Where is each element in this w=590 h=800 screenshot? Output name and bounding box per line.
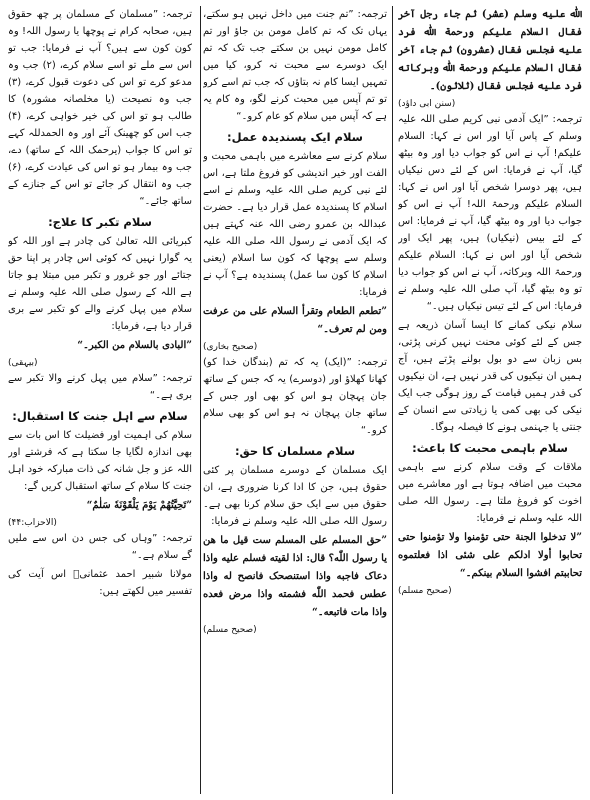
arabic-quotation: ”حق المسلم علی المسلم ست قیل ما هن یا رسول اللّٰه؟ قال: اذا لقیته فسلم علیه واذا دعاک فاجبه واذا استنصحک فانصح له واذا عطس فحمد اللّٰه فشمته واذا مرض فعده واذا مات فاتبعه۔“: [203, 535, 387, 618]
body-paragraph: سلام کی اہمیت اور فضیلت کا اس بات سے بھی اندازہ لگایا جا سکتا ہے کہ فرشتے اور اللہ عز و جل شانہ کی ذات مبارکہ خود اہل جنت کا سلام کے ساتھ استقبال کریں گے:: [8, 430, 192, 492]
text-columns: [8, 6, 582, 796]
body-paragraph: ترجمہ: ”مسلمان کے مسلمان پر چھ حقوق ہیں، صحابہ کرام نے پوچھا یا رسول اللہ! وہ کون کون سے ہیں؟ آپ نے فرمایا: جب تو اس سے ملے تو اسے سلام کرے، (۲) جب وہ مدعو کرے تو اس کی دعوت قبول کرے، (۳) جب وہ نصیحت (یا مخلصانہ مشورہ) کا طالب ہو تو اس کی خیر خواہی کرے، (۴) جب اس کو چھینک آئے اور وہ الحمدللہ کہے تو اس کا جواب (یرحمک اللہ کے ساتھ) دے، جب وہ بیمار ہو تو اس کی عیادت کرے، (۶) جب وہ انتقال کر جائے تو اس کے جنازے کے ساتھ جائے۔“: [8, 9, 192, 207]
body-paragraph: کبریائی اللہ تعالیٰ کی چادر ہے اور اللہ کو یہ گوارا نہیں کہ کوئی اس چادر پر اپنا حق جتائے اور جو غرور و تکبر میں مبتلا ہو جاتا ہے اللہ کے رسول صلی اللہ علیہ وسلم نے سلام میں پہل کرنے والے کو تکبر سے بری قرار دیا ہے، فرمایا:: [8, 236, 192, 332]
column-middle: [203, 6, 387, 796]
body-paragraph: ترجمہ: ”تم جنت میں داخل نہیں ہو سکتے، یہاں تک کہ تم کامل مومن بن جاؤ اور تم کامل مومن نہیں بن سکتے جب تک کہ تم ایک دوسرے سے محبت نہ کرو، کیا میں تمہیں ایسا کام نہ بتاؤں کہ جب تم اسے کرو تو تم آپس میں محبت کرنے لگو، وہ کام یہ ہے کہ آپس میں سلام کو عام کرو۔“: [203, 9, 387, 122]
body-paragraph: سلام نیکی کمانے کا ایسا آسان ذریعہ ہے جس کے لئے کوئی محنت نہیں کرنی پڑتی، بس زبان سے دو بول بولنے پڑتے ہیں، آج ہمیں ان نیکیوں کی قدر نہیں ہے، ان نیکیوں کی قدر ہمیں قیامت کے روز ہوگی جب ایک نیکی کی بھی کمی یا زیادتی سے انسان کے جنتی یا جہنمی ہونے کا فیصلہ ہوگا۔: [398, 320, 582, 433]
body-paragraph: ترجمہ: ”ایک آدمی نبی کریم صلی اللہ علیہ وسلم کے پاس آیا اور اس نے کہا: السلام علیکم! آپ نے اس کو جواب دیا اور وہ بیٹھ گیا، آپ نے فرمایا: اس کے لئے دس نیکیاں ہیں، پھر دوسرا شخص آیا اور اس نے کہا: السلام علیکم ورحمۃ اللہ! آپ نے اس کو جواب دیا اور وہ بیٹھ گیا، آپ نے فرمایا: اس کے لئے بیس (نیکیاں) ہیں، پھر ایک اور شخص آیا اور اس نے کہا: السلام علیکم ورحمۃ اللہ وبرکاتہ، آپ نے اس کو جواب دیا تو وہ بیٹھ گیا، آپ صلی اللہ علیہ وسلم نے فرمایا: اس کے لئے تیس نیکیاں ہیں۔“: [398, 114, 582, 312]
arabic-quotation: اللّٰه علیه وسلم (عشر) ثم جاء رجل آخر فقال السلام علیکم ورحمة اللّٰه فرد علیه فجلس فقال (عشرون) ثم جاء آخر فقال السلام علیکم ورحمة اللّٰه وبرکاته فرد علیه فجلس فقال (ثلاثون)۔: [398, 9, 582, 92]
arabic-quotation: ”البادی بالسلام من الکبر۔“: [77, 340, 192, 351]
source-citation: (صحیح مسلم): [398, 586, 452, 596]
section-heading: سلام مسلمان کا حق:: [234, 444, 356, 458]
column-left: [8, 6, 192, 796]
source-citation: (صحیح بخاری): [203, 342, 258, 352]
source-citation: (سنن ابی داؤد): [398, 99, 456, 109]
arabic-quotation: ”تَحِیَّتُهُمْ یَوْمَ یَلْقَوْنَهٗ سَلٰمٌ“: [86, 500, 192, 511]
body-paragraph: ترجمہ: ”وہاں کی جس دن اس سے ملیں گے سلام ہے۔“: [8, 533, 192, 561]
source-citation: (بیہقی): [8, 358, 38, 368]
arabic-quotation: ”لا تدخلوا الجنة حتی تؤمنوا ولا تؤمنوا حتی تحابوا أولا ادلکم علی شئی اذا فعلتموه تحاببتم افشوا السلام بینکم۔“: [398, 532, 582, 579]
source-citation: (الاحزاب:۴۴): [8, 518, 57, 528]
body-paragraph: مولانا شبیر احمد عثمانیؒ اس آیت کی تفسیر میں لکھتے ہیں:: [8, 569, 192, 597]
arabic-quotation: ”تطعم الطعام وتقرأ السلام علی من عرفت ومن لم تعرف۔“: [203, 306, 387, 335]
section-heading: سلام سے اہل جنت کا استقبال:: [12, 409, 188, 423]
body-paragraph: ترجمہ: ”(ایک) یہ کہ تم (بندگان خدا کو) کھانا کھلاؤ اور (دوسرے) یہ کہ جس کے ساتھ جان پہچان ہو اس کو بھی اور جس کے ساتھ جان پہچان نہ ہو اس کو بھی سلام کرو۔“: [203, 357, 387, 436]
source-citation: (صحیح مسلم): [203, 625, 257, 635]
column-right: [398, 6, 582, 796]
body-paragraph: ملاقات کے وقت سلام کرنے سے باہمی محبت میں اضافہ ہوتا ہے اور معاشرے میں اخوت کو فروغ ملتا ہے۔ رسول اللہ صلی اللہ علیہ وسلم نے فرمایا:: [398, 462, 582, 524]
body-paragraph: سلام کرنے سے معاشرے میں باہمی محبت و الفت اور خیر اندیشی کو فروغ ملتا ہے، اس لئے نبی کریم صلی اللہ علیہ وسلم نے اسے اسلام کا پسندیدہ عمل قرار دیا ہے۔ حضرت عبداللہ بن عمرو رضی اللہ عنہ کہتے ہیں کہ ایک آدمی نے رسول اللہ صلی اللہ علیہ وسلم سے پوچھا کہ کون سا اسلام (یعنی اسلام کا کون سا عمل) پسندیدہ ہے؟ آپ نے فرمایا:: [203, 151, 387, 298]
body-paragraph: ترجمہ: ”سلام میں پہل کرنے والا تکبر سے بری ہے۔“: [8, 373, 192, 401]
section-heading: سلام باہمی محبت کا باعث:: [412, 441, 568, 455]
body-paragraph: ایک مسلمان کے دوسرے مسلمان پر کئی حقوق ہیں، جن کا ادا کرنا ضروری ہے، ان حقوق میں سے ایک حق سلام کرنا بھی ہے۔ رسول اللہ صلی اللہ علیہ وسلم نے فرمایا:: [203, 465, 387, 527]
section-heading: سلام تکبر کا علاج:: [48, 215, 152, 229]
section-heading: سلام ایک پسندیدہ عمل:: [226, 130, 363, 144]
